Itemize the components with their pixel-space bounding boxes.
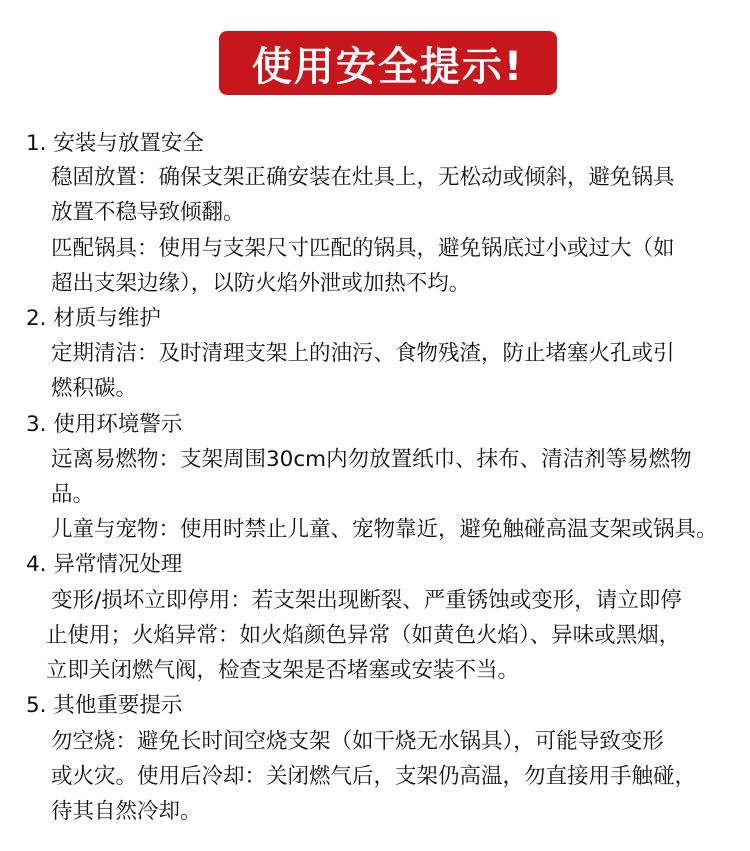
section-heading: 4. 异常情况处理 bbox=[26, 552, 183, 577]
section-text-line: 待其自然冷却。 bbox=[51, 799, 202, 824]
section-text-line: 定期清洁：及时清理支架上的油污、食物残渣，防止堵塞火孔或引 bbox=[51, 341, 675, 366]
section-heading: 1. 安装与放置安全 bbox=[26, 131, 204, 156]
section-text-line: 勿空烧：避免长时间空烧支架（如干烧无水锅具），可能导致变形 bbox=[51, 729, 664, 754]
section-text-line: 放置不稳导致倾翻。 bbox=[51, 200, 245, 225]
section-heading: 5. 其他重要提示 bbox=[26, 693, 183, 718]
section-heading: 3. 使用环境警示 bbox=[26, 412, 183, 437]
section-heading: 2. 材质与维护 bbox=[26, 306, 161, 331]
section-text-line: 超出支架边缘），以防火焰外泄或加热不均。 bbox=[51, 271, 471, 296]
section-text-line: 止使用；火焰异常：如火焰颜色异常（如黄色火焰）、异味或黑烟， bbox=[46, 623, 681, 648]
section-text-line: 变形/损坏立即停用：若支架出现断裂、严重锈蚀或变形，请立即停 bbox=[51, 588, 682, 613]
section-text-line: 稳固放置：确保支架正确安装在灶具上，无松动或倾斜，避免锅具 bbox=[51, 165, 675, 190]
section-text-line: 儿童与宠物：使用时禁止儿童、宠物靠近，避免触碰高温支架或锅具。 bbox=[51, 517, 718, 542]
section-text-line: 或火灾。使用后冷却：关闭燃气后，支架仍高温，勿直接用手触碰， bbox=[51, 764, 697, 789]
section-text-line: 匹配锅具：使用与支架尺寸匹配的锅具，避免锅底过小或过大（如 bbox=[51, 236, 675, 261]
section-text-line: 品。 bbox=[51, 482, 95, 507]
page-title: 使用安全提示! bbox=[251, 43, 525, 90]
section-text-line: 远离易燃物：支架周围30cm内勿放置纸巾、抹布、清洁剂等易燃物 bbox=[51, 447, 692, 472]
section-text-line: 立即关闭燃气阀，检查支架是否堵塞或安装不当。 bbox=[46, 658, 520, 683]
section-text-line: 燃积碳。 bbox=[51, 376, 138, 401]
